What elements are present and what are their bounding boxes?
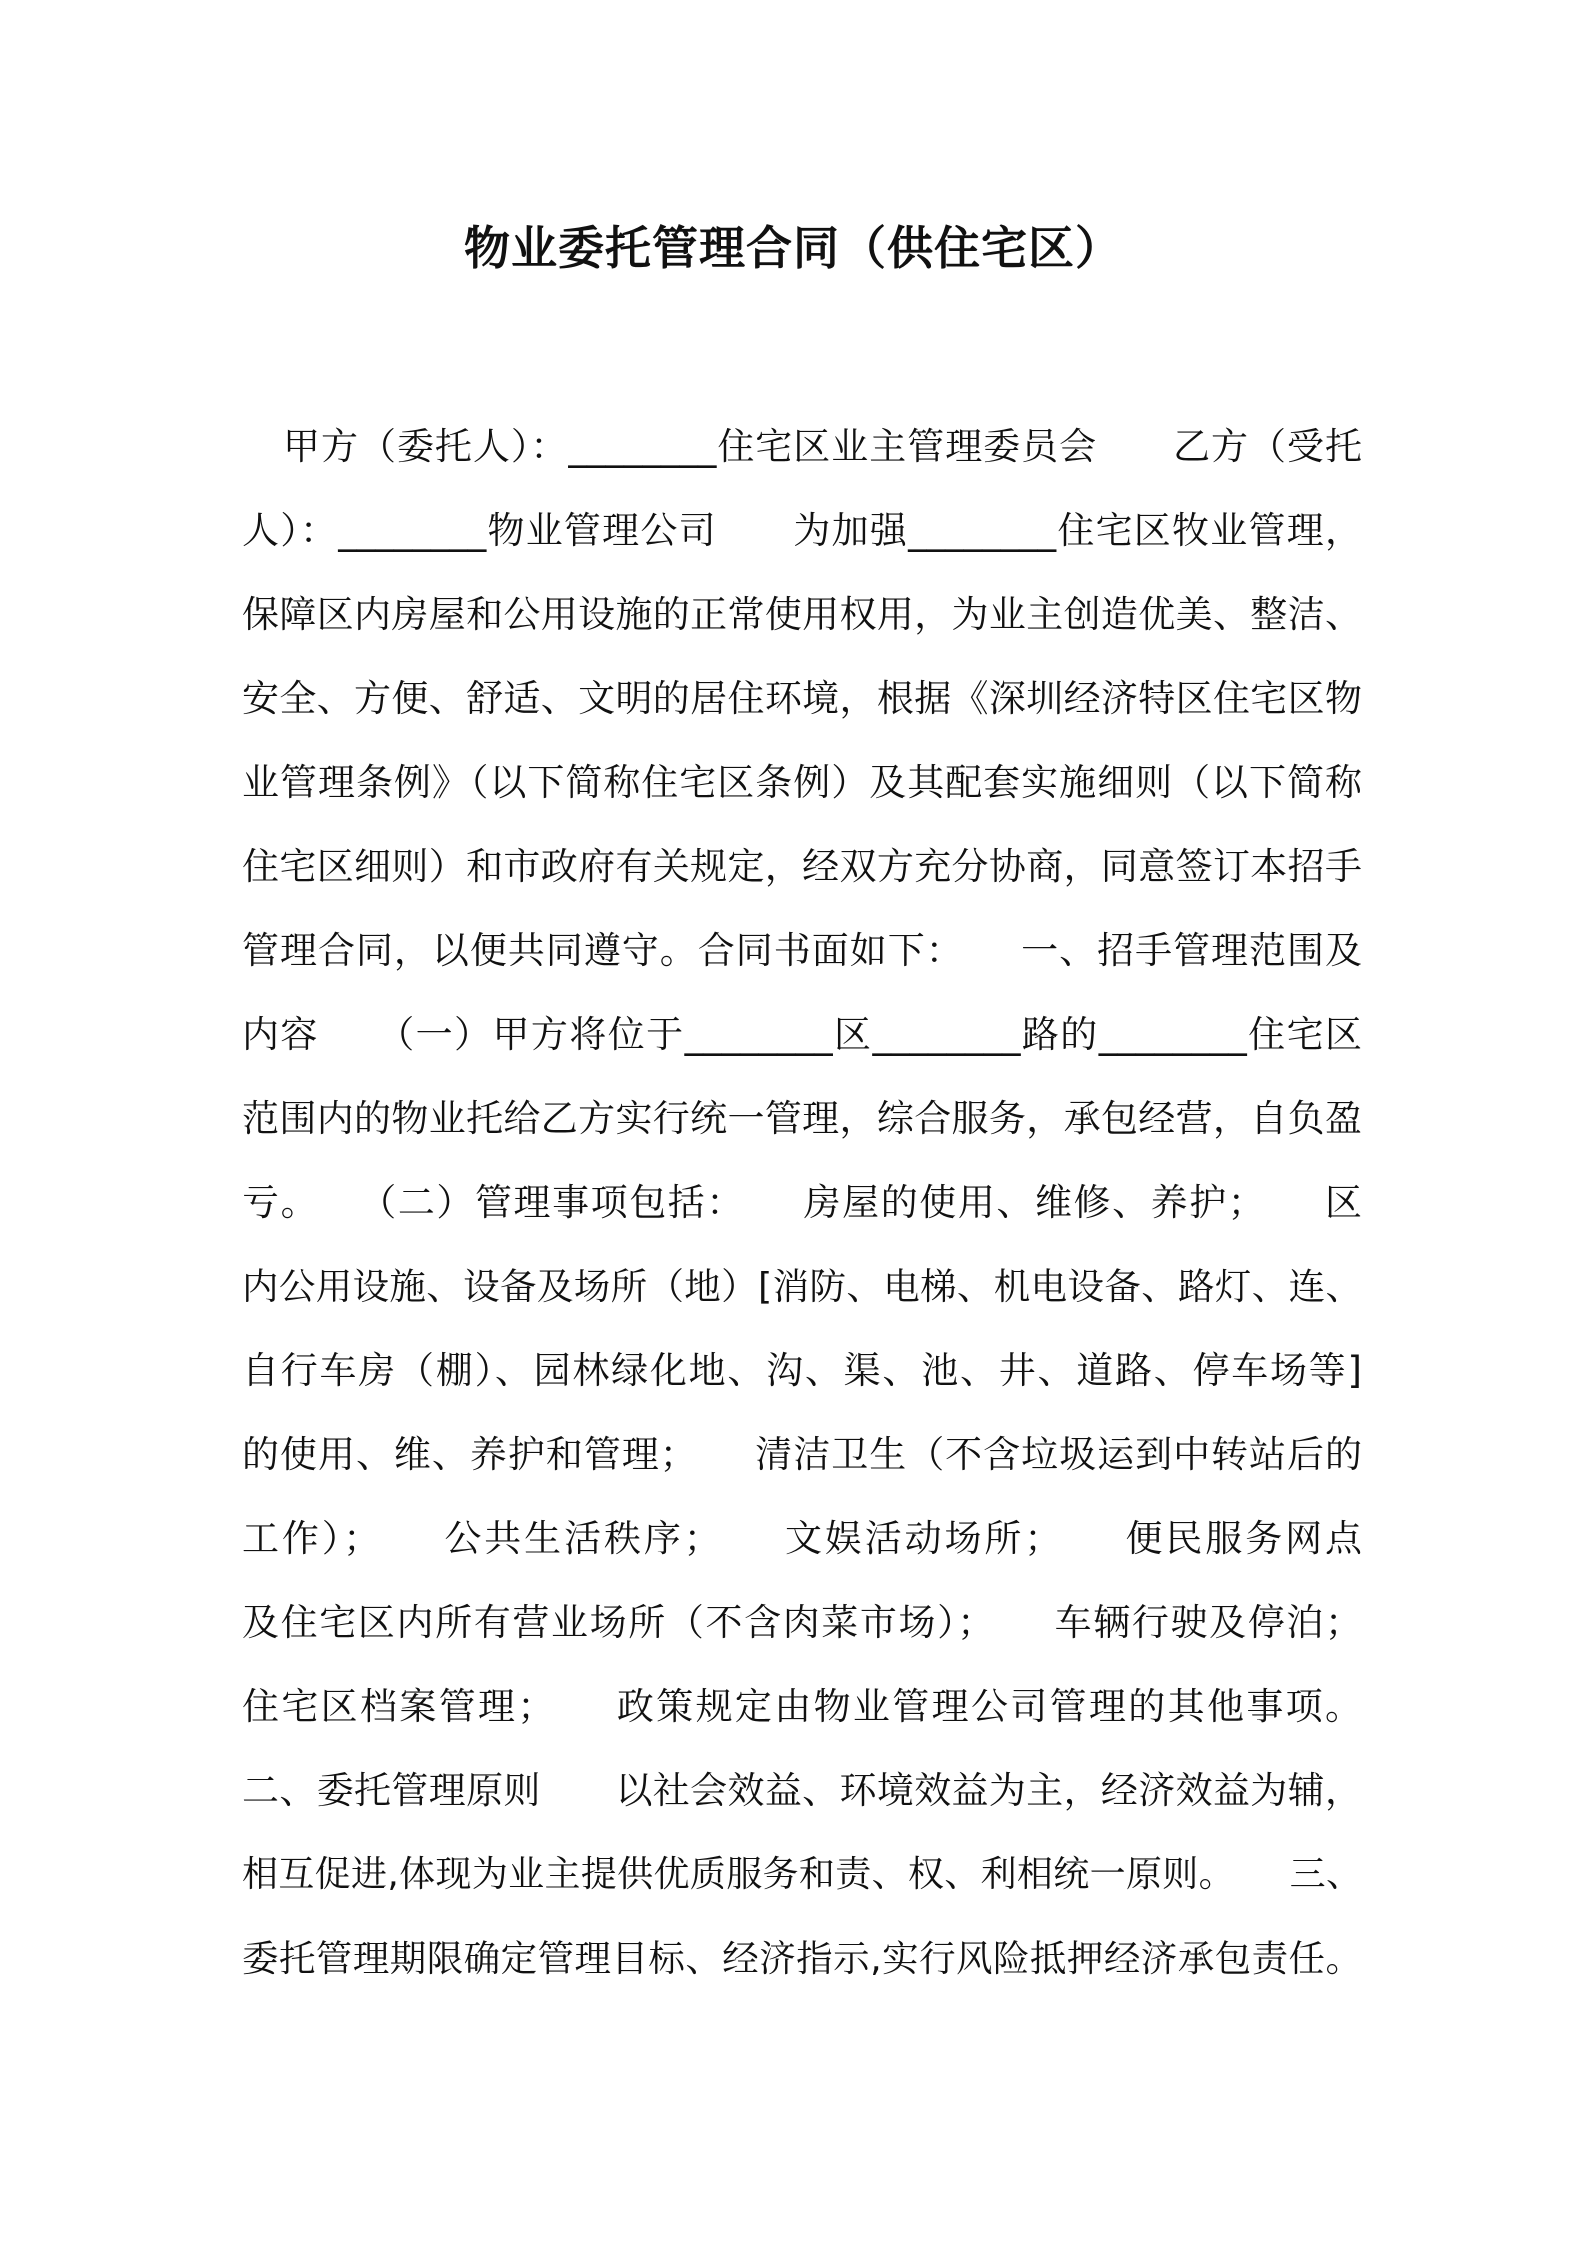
body-line: 保障区内房屋和公用设施的正常使用权用，为业主创造优美、整洁、 <box>242 593 1362 636</box>
body-line: 管理合同，以便共同遵守。合同书面如下： 一、招手管理范围及 <box>242 929 1362 972</box>
body-line: 亏。 （二）管理事项包括： 房屋的使用、维修、养护； 区 <box>242 1181 1362 1224</box>
body-line: 二、委托管理原则 以社会效益、环境效益为主，经济效益为辅， <box>242 1769 1362 1812</box>
body-line: 内容 （一）甲方将位于________区________路的________住宅区 <box>242 1013 1362 1056</box>
body-line: 内公用设施、设备及场所（地）[消防、电梯、机电设备、路灯、连、 <box>242 1265 1362 1308</box>
document-title: 物业委托管理合同（供住宅区） <box>464 221 1122 275</box>
body-line: 的使用、维、养护和管理； 清洁卫生（不含垃圾运到中转站后的 <box>242 1433 1362 1476</box>
body-line: 相互促进,体现为业主提供优质服务和责、权、利相统一原则。 三、 <box>242 1854 1362 1895</box>
body-line: 业管理条例》（以下简称住宅区条例）及其配套实施细则（以下简称 <box>242 761 1362 804</box>
contract-body <box>242 405 1362 2001</box>
body-line: 及住宅区内所有营业场所（不含肉菜市场）； 车辆行驶及停泊； <box>242 1601 1362 1644</box>
body-line: 工作）； 公共生活秩序； 文娱活动场所； 便民服务网点 <box>242 1517 1362 1560</box>
body-line: 自行车房（棚）、园林绿化地、沟、渠、池、井、道路、停车场等] <box>242 1349 1362 1392</box>
body-line: 住宅区细则）和市政府有关规定，经双方充分协商，同意签订本招手 <box>242 845 1362 888</box>
body-line: 委托管理期限确定管理目标、经济指示,实行风险抵押经济承包责任。 <box>242 1937 1362 1980</box>
body-line: 范围内的物业托给乙方实行统一管理，综合服务，承包经营，自负盈 <box>242 1097 1362 1140</box>
body-line: 人）：________物业管理公司 为加强________住宅区牧业管理， <box>242 509 1362 552</box>
body-line: 甲方（委托人）：________住宅区业主管理委员会 乙方（受托 <box>283 425 1362 468</box>
body-line: 住宅区档案管理； 政策规定由物业管理公司管理的其他事项。 <box>242 1685 1362 1728</box>
body-line: 安全、方便、舒适、文明的居住环境，根据《深圳经济特区住宅区物 <box>242 677 1362 720</box>
